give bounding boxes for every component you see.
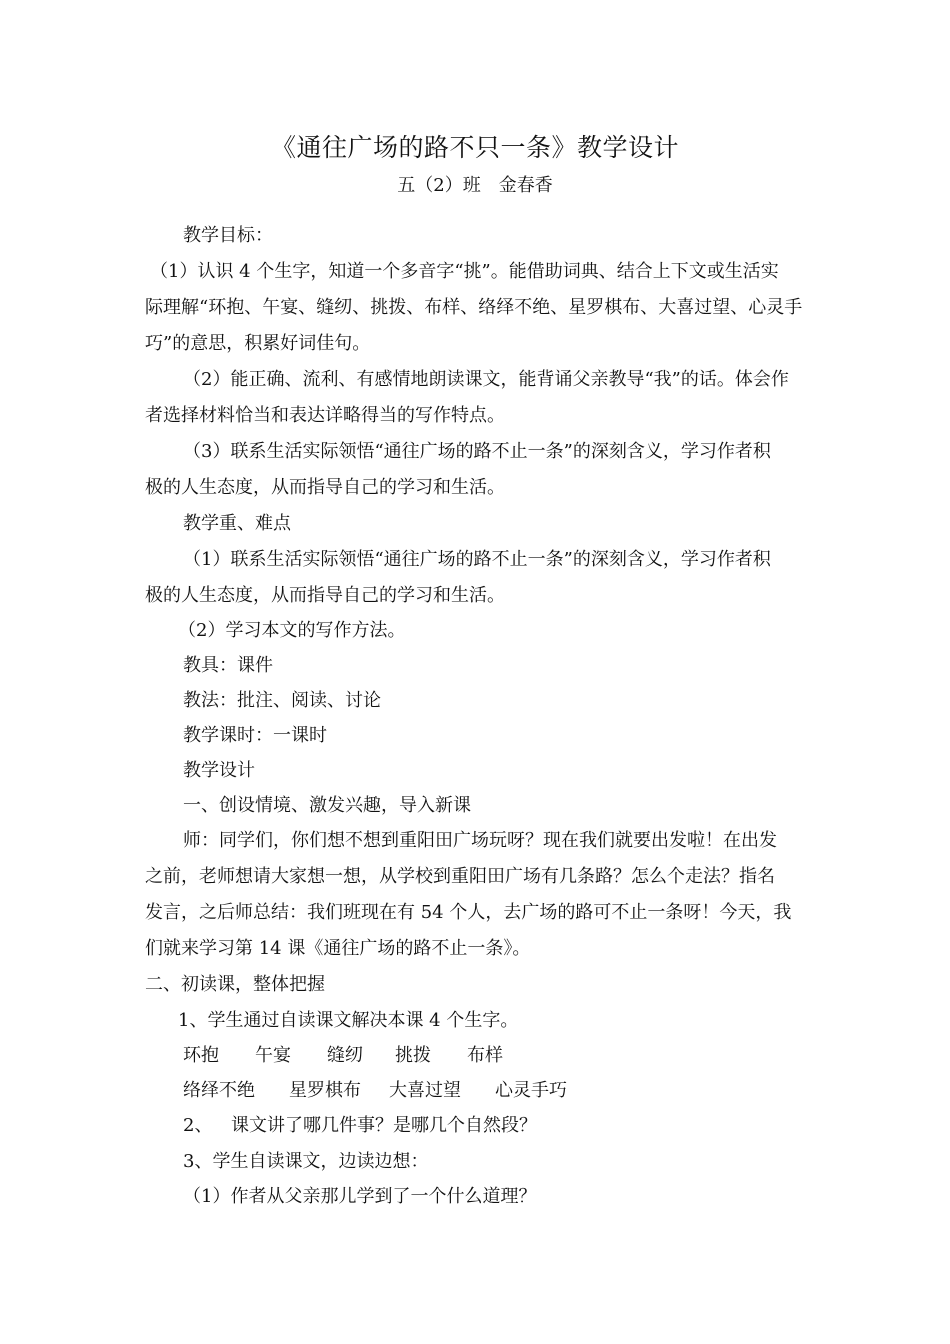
section-1-para-line-4: 们就来学习第 14 课《通往广场的路不止一条》。 — [145, 938, 531, 959]
vocab-word: 络绎不绝 — [183, 1080, 255, 1101]
design-heading: 教学设计 — [183, 760, 255, 781]
section-2-step-2 — [183, 1112, 537, 1140]
vocab-word: 挑拨 — [395, 1045, 431, 1066]
goal-1-line-1: （1）认识 4 个生字，知道一个多音字“挑”。能借助词典、结合上下文或生活实 — [150, 261, 779, 282]
section-1-heading: 一、创设情境、激发兴趣，导入新课 — [183, 795, 471, 816]
step-text: 课文讲了哪几件事？是哪几个自然段？ — [231, 1115, 537, 1136]
vocab-word: 大喜过望 — [389, 1080, 461, 1101]
vocab-row-2 — [183, 1077, 567, 1105]
vocab-word: 环抱 — [183, 1045, 219, 1066]
goal-3-line-2: 极的人生态度，从而指导自己的学习和生活。 — [145, 477, 505, 498]
goal-2-line-2: 者选择材料恰当和表达详略得当的写作特点。 — [145, 405, 505, 426]
section-2-heading: 二、初读课，整体把握 — [145, 974, 325, 995]
goal-2-line-1: （2）能正确、流利、有感情地朗读课文，能背诵父亲教导“我”的话。体会作 — [183, 369, 789, 390]
document-subtitle: 五（2）班 金春香 — [397, 175, 553, 196]
vocab-word: 布样 — [467, 1045, 503, 1066]
key-point-2: （2）学习本文的写作方法。 — [178, 620, 406, 641]
goal-1-line-3: 巧”的意思，积累好词佳句。 — [145, 333, 371, 354]
key-point-1-line-1: （1）联系生活实际领悟“通往广场的路不止一条”的深刻含义，学习作者积 — [183, 549, 771, 570]
goal-3-line-1: （3）联系生活实际领悟“通往广场的路不止一条”的深刻含义，学习作者积 — [183, 441, 771, 462]
step-number: 2、 — [183, 1115, 213, 1136]
vocab-row-1 — [183, 1042, 503, 1070]
document-title: 《通往广场的路不只一条》教学设计 — [270, 133, 679, 162]
teaching-methods: 教法：批注、阅读、讨论 — [183, 690, 381, 711]
section-1-para-line-2: 之前，老师想请大家想一想，从学校到重阳田广场有几条路？怎么个走法？指名 — [145, 866, 775, 887]
key-point-1-line-2: 极的人生态度，从而指导自己的学习和生活。 — [145, 585, 505, 606]
section-1-para-line-1: 师：同学们，你们想不想到重阳田广场玩呀？现在我们就要出发啦！在出发 — [183, 830, 777, 851]
key-points-heading: 教学重、难点 — [183, 513, 291, 534]
section-2-step-1: 1、学生通过自读课文解决本课 4 个生字。 — [178, 1010, 519, 1031]
section-1-para-line-3: 发言，之后师总结：我们班现在有 54 个人，去广场的路可不止一条呀！今天，我 — [145, 902, 792, 923]
vocab-word: 午宴 — [255, 1045, 291, 1066]
vocab-word: 心灵手巧 — [495, 1080, 567, 1101]
section-2-step-3: 3、学生自读课文，边读边想： — [183, 1151, 429, 1172]
teaching-hours: 教学课时：一课时 — [183, 725, 327, 746]
teaching-tools: 教具：课件 — [183, 655, 273, 676]
vocab-word: 星罗棋布 — [289, 1080, 361, 1101]
vocab-word: 缝纫 — [327, 1045, 363, 1066]
goal-1-line-2: 际理解“环抱、午宴、缝纫、挑拨、布样、络绎不绝、星罗棋布、大喜过望、心灵手 — [145, 297, 803, 318]
section-2-question-1: （1）作者从父亲那儿学到了一个什么道理？ — [183, 1186, 537, 1207]
goals-heading: 教学目标： — [183, 225, 273, 246]
